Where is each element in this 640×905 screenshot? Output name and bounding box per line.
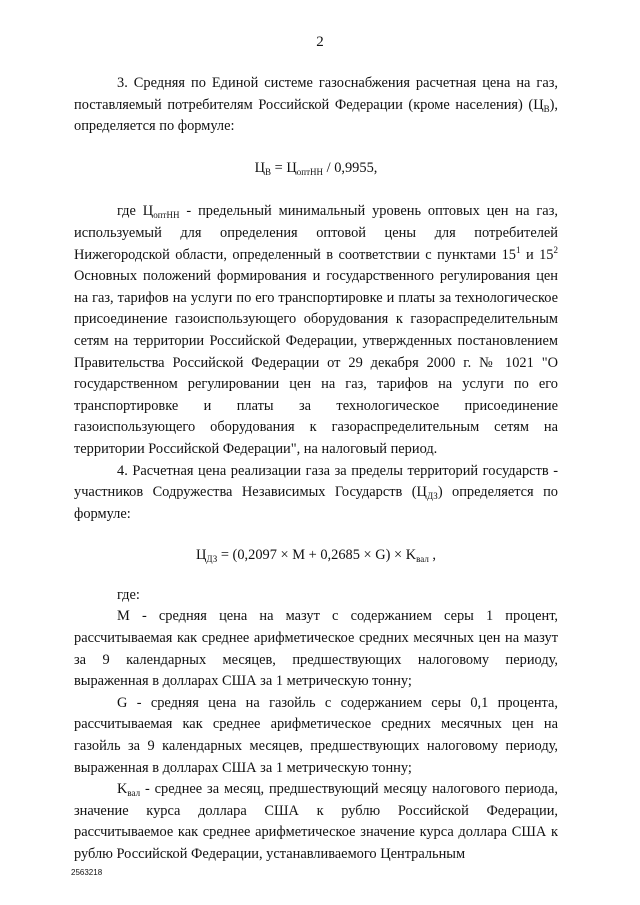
formula-price-dz: $Ц_{ДЗ} = (0,2097 \times M + 0,2685 \times G) \times K_{вал}$ , [195, 547, 437, 565]
term-m: M - средняя цена на мазут с содержанием серы 1 процент, рассчитываемая как среднее арифметическое средних месячных цен на мазут за 9 календарных месяцев, предшествующих налоговому периоду, выраженная в долларах США за 1 метрическую тонну; [74, 608, 558, 690]
term-k: $K_{вал}$ - среднее за месяц, предшествующий месяцу налогового периода, значение курса доллара США к рублю Российской Федерации, рассчитываемое как среднее арифметическое значение курса доллара США к рублю Российской Федерации, устанавливаемого Центральным [74, 781, 558, 862]
paragraph-3: 3. Средняя по Единой системе газоснабжения расчетная цена на газ, поставляемый потребителям Российской Федерации (кроме населения) $(Ц_В)$, определяется по формуле: [74, 75, 558, 135]
document-body [74, 73, 558, 866]
paragraph-4: 4. Расчетная цена реализации газа за пределы территорий государств - участников Содружества Независимых Государств $(Ц_{ДЗ})$ определяется по формуле: [74, 462, 558, 522]
definition-paragraph: где $Ц_{оптНН}$ - предельный минимальный уровень оптовых цен на газ, используемый для определения оптовой цены для потребителей Нижегородской области, определенный в соответствии с пунктами $15^1$ и $15^2$ Основных положений формирования и государственного регулирования цен на газ, тарифов на услуги по его транспортировке и платы за технологическое присоединение газоиспользующего оборудования к газораспределительным сетям на территории Российской Федерации, утвержденных постановлением Правительства Российской Федерации от 29 декабря 2000 г. № 1021 "О государственном регулировании цен на газ, тарифов на услуги по его транспортировке и платы за технологическое присоединение газоиспользующего оборудования к газораспределительным сетям на территории Российской Федерации", на налоговый период. [74, 203, 559, 457]
where-label: где: [117, 586, 140, 603]
document-id: 2563218 [71, 868, 103, 877]
page-number: 2 [316, 34, 324, 50]
formula-price-b: $Ц_В = Ц_{оптНН} / 0,9955$, [254, 159, 378, 177]
term-g: G - средняя цена на газойль с содержанием серы 0,1 процента, рассчитываемая как среднее арифметическое средних месячных цен на газойль за 9 календарных месяцев, предшествующих налоговому периоду, выраженная в долларах США за 1 метрическую тонну; [74, 694, 558, 776]
